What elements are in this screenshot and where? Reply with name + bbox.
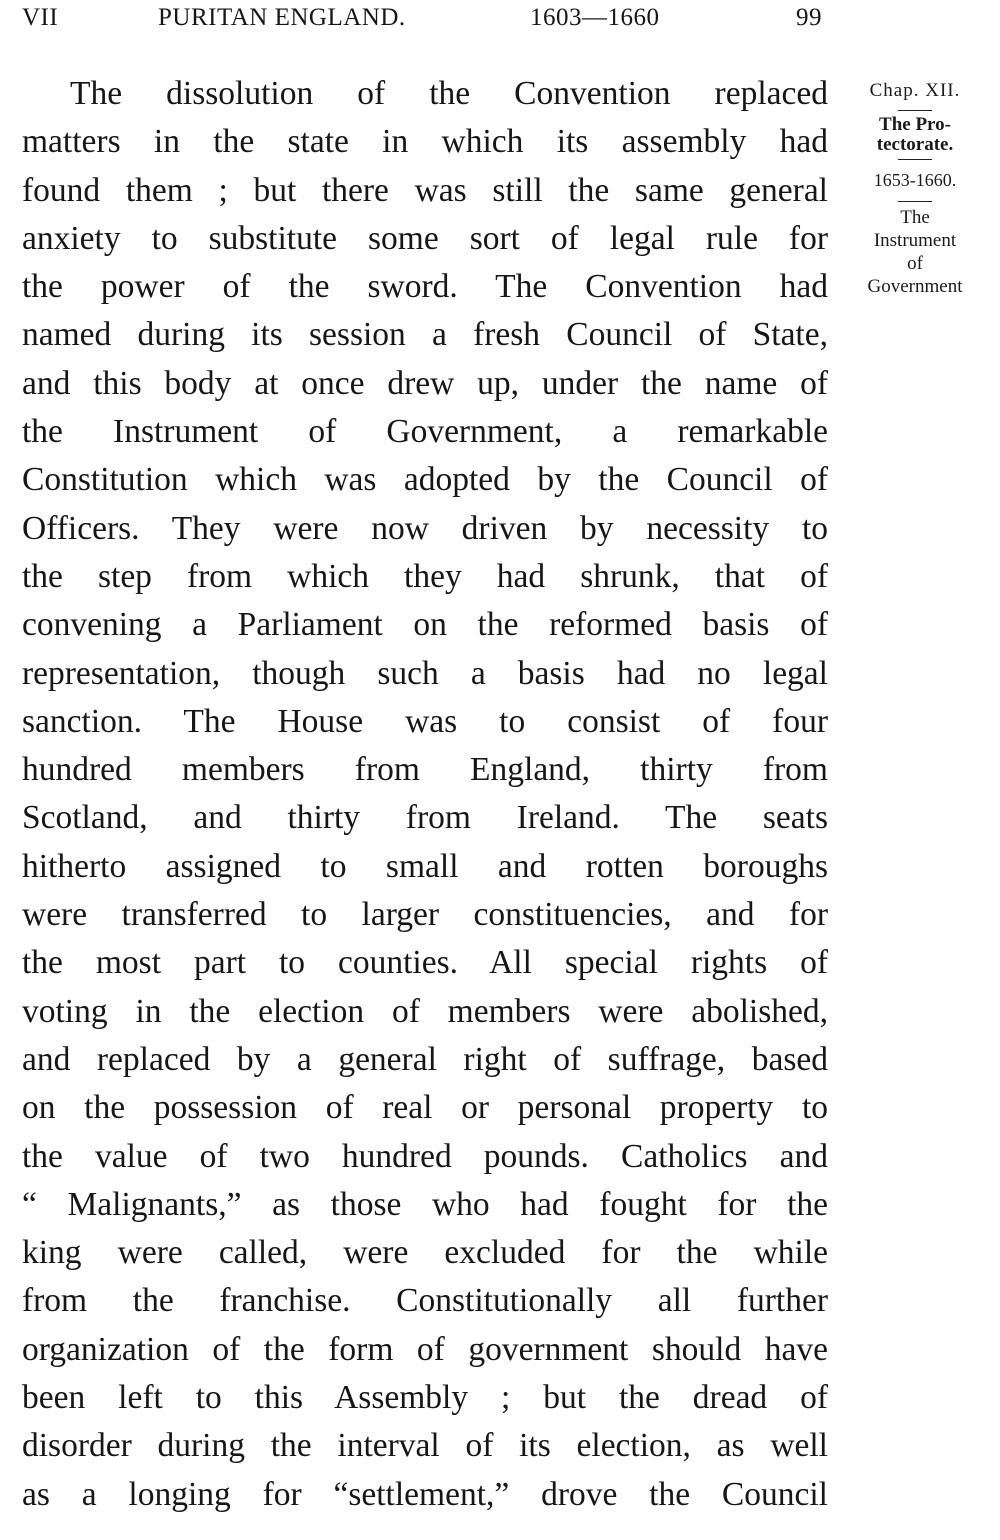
margin-divider (898, 201, 932, 202)
text-line: from the franchise. Constitutionally all further (22, 1282, 828, 1320)
text-line: on the possession of real or personal property to (22, 1089, 828, 1127)
text-line: and replaced by a general right of suffrage, based (22, 1040, 828, 1078)
text-line: the Instrument of Government, a remarkable (22, 413, 828, 451)
text-line: the step from which they had shrunk, that of (22, 557, 828, 595)
text-line: as a longing for “settlement,” drove the Council (22, 1475, 828, 1513)
margin-topic-line: of (907, 253, 923, 274)
text-line: the most part to counties. All special rights of (22, 944, 828, 982)
text-line: representation, though such a basis had no legal (22, 654, 828, 692)
text-line: organization of the form of government should have (22, 1330, 828, 1368)
margin-section-line: The Pro- (879, 114, 951, 135)
text-line: Scotland, and thirty from Ireland. The seats (22, 799, 828, 837)
margin-years: 1653-1660. (873, 170, 957, 190)
text-line: Officers. They were now driven by necessity to (22, 509, 828, 547)
text-line: the value of two hundred pounds. Catholics and (22, 1137, 828, 1175)
text-line: found them ; but there was still the same general (22, 171, 828, 209)
text-line: sanction. The House was to consist of four (22, 702, 828, 740)
text-line: hitherto assigned to small and rotten boroughs (22, 847, 828, 885)
margin-chapter-label: Chap. XII. (869, 80, 961, 101)
text-line: king were called, were excluded for the while (22, 1234, 828, 1272)
margin-topic-line: Instrument (873, 230, 957, 251)
text-line: named during its session a fresh Council of State, (22, 316, 828, 354)
header-date-range: 1603—1660 (530, 4, 660, 31)
body-paragraph (22, 70, 828, 1519)
header-book-title: PURITAN ENGLAND. (158, 4, 406, 31)
margin-divider (898, 159, 932, 160)
margin-divider (898, 110, 932, 111)
text-line: voting in the election of members were abolished, (22, 992, 828, 1030)
page-number: 99 (796, 4, 822, 31)
running-header (22, 4, 828, 34)
text-line: disorder during the interval of its election, as well (22, 1427, 828, 1465)
text-line: convening a Parliament on the reformed basis of (22, 606, 828, 644)
margin-section-line: tectorate. (876, 134, 954, 155)
text-line: The dissolution of the Convention replaced (70, 75, 828, 112)
header-chapter-number: VII (22, 4, 59, 31)
margin-section-title (840, 115, 990, 155)
margin-topic (840, 206, 990, 298)
text-line: been left to this Assembly ; but the dread of (22, 1379, 828, 1417)
margin-topic-line: Government (867, 276, 963, 297)
text-line: the power of the sword. The Convention had (22, 268, 828, 306)
marginal-notes (840, 80, 990, 298)
text-line: hundred members from England, thirty from (22, 751, 828, 789)
text-line: matters in the state in which its assembly had (22, 123, 828, 161)
text-line: Constitution which was adopted by the Council of (22, 461, 828, 499)
text-line: “ Malignants,” as those who had fought for the (22, 1185, 828, 1223)
text-line: were transferred to larger constituencies, and for (22, 896, 828, 934)
text-line: and this body at once drew up, under the name of (22, 364, 828, 402)
margin-topic-line: The (900, 207, 930, 228)
text-line: anxiety to substitute some sort of legal rule for (22, 219, 828, 257)
